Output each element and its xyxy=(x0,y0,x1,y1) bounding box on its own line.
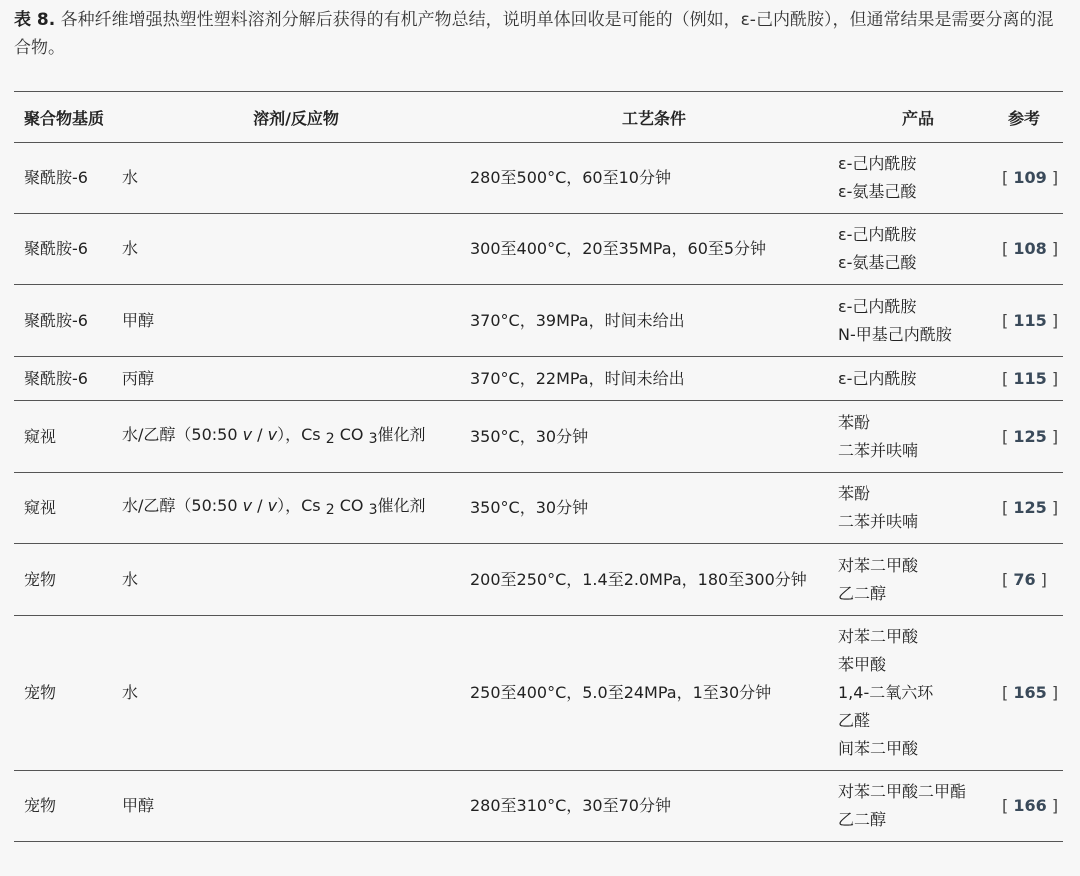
cell-products xyxy=(838,473,998,544)
table-row xyxy=(14,616,1063,771)
cell-products xyxy=(838,771,998,842)
cell-products xyxy=(838,544,998,616)
cell-conditions: 280至310°C，30至70分钟 xyxy=(470,771,838,842)
solvent-text: 甲醇 xyxy=(122,310,155,330)
results-table xyxy=(14,91,1063,842)
ref-close-bracket: ] xyxy=(1046,310,1059,330)
table-row xyxy=(14,771,1063,842)
header-solvent: 溶剂/反应物 xyxy=(122,92,470,143)
cell-matrix: 窥视 xyxy=(14,401,122,473)
ref-open-bracket: [ xyxy=(1002,796,1014,815)
ref-close-bracket: ] xyxy=(1046,683,1059,702)
cell-ref[interactable] xyxy=(998,214,1063,285)
ref-open-bracket: [ xyxy=(1002,310,1014,330)
ref-close-bracket: ] xyxy=(1046,796,1059,815)
solvent-part-prefix: 水/乙醇（50:50 xyxy=(122,496,243,515)
header-conditions: 工艺条件 xyxy=(470,92,838,143)
caption-text: 各种纤维增强热塑性塑料溶剂分解后获得的有机产物总结，说明单体回收是可能的（例如，ε-己内酰胺），但通常结果是需要分离的混合物。 xyxy=(14,10,1054,58)
solvent-text: 水 xyxy=(122,683,139,702)
product-item: 对苯二甲酸 xyxy=(838,555,919,575)
product-item: 苯酚 xyxy=(838,484,871,503)
cell-ref[interactable] xyxy=(998,285,1063,357)
solvent-text: 甲醇 xyxy=(122,796,155,815)
cell-solvent xyxy=(122,771,470,842)
cell-ref[interactable] xyxy=(998,771,1063,842)
cell-solvent xyxy=(122,544,470,616)
table-row xyxy=(14,357,1063,401)
solvent-text: 水 xyxy=(122,569,139,589)
product-item: 二苯并呋喃 xyxy=(838,512,919,531)
cell-matrix: 聚酰胺-6 xyxy=(14,143,122,214)
reference-link[interactable]: 165 xyxy=(1013,683,1047,702)
solvent-part-sub2: 3 xyxy=(368,502,378,518)
product-item: ε-己内酰胺 xyxy=(838,225,917,244)
cell-matrix: 窥视 xyxy=(14,473,122,544)
product-item: 乙二醇 xyxy=(838,583,887,603)
cell-ref[interactable] xyxy=(998,473,1063,544)
cell-ref[interactable] xyxy=(998,401,1063,473)
cell-solvent xyxy=(122,285,470,357)
solvent-part-co: CO xyxy=(334,496,369,515)
cell-ref[interactable] xyxy=(998,544,1063,616)
ref-close-bracket: ] xyxy=(1046,426,1059,446)
cell-conditions: 200至250°C，1.4至2.0MPa，180至300分钟 xyxy=(470,544,838,616)
cell-products xyxy=(838,143,998,214)
table-row xyxy=(14,544,1063,616)
ref-open-bracket: [ xyxy=(1002,168,1014,187)
solvent-part-v2: v xyxy=(267,496,278,515)
cell-matrix: 聚酰胺-6 xyxy=(14,214,122,285)
solvent-part-sub1: 2 xyxy=(325,430,335,447)
table-row xyxy=(14,285,1063,357)
cell-matrix: 宠物 xyxy=(14,544,122,616)
reference-link[interactable]: 115 xyxy=(1013,368,1047,388)
reference-link[interactable]: 76 xyxy=(1013,569,1036,589)
ref-open-bracket: [ xyxy=(1002,569,1014,589)
caption-label: 表 8. xyxy=(14,10,56,30)
product-item: ε-己内酰胺 xyxy=(838,368,917,388)
reference-link[interactable]: 109 xyxy=(1013,168,1047,187)
ref-close-bracket: ] xyxy=(1046,239,1059,258)
cell-ref[interactable] xyxy=(998,616,1063,771)
solvent-part-sub2: 3 xyxy=(368,430,378,447)
product-item: ε-氨基己酸 xyxy=(838,253,917,272)
solvent-part-sub1: 2 xyxy=(325,502,335,518)
ref-close-bracket: ] xyxy=(1046,168,1059,187)
solvent-part-slash: / xyxy=(252,424,268,444)
table-caption xyxy=(14,6,1070,62)
cell-conditions: 370°C，22MPa，时间未给出 xyxy=(470,357,838,401)
product-item: ε-氨基己酸 xyxy=(838,182,917,201)
cell-matrix: 聚酰胺-6 xyxy=(14,357,122,401)
solvent-part-mid: ），Cs xyxy=(277,424,326,444)
cell-solvent xyxy=(122,214,470,285)
solvent-part-mid: ），Cs xyxy=(277,496,326,515)
table-row xyxy=(14,473,1063,544)
solvent-text: 水 xyxy=(122,239,139,258)
cell-solvent xyxy=(122,357,470,401)
ref-open-bracket: [ xyxy=(1002,683,1014,702)
cell-products xyxy=(838,357,998,401)
product-item: N-甲基己内酰胺 xyxy=(838,324,952,344)
reference-link[interactable]: 108 xyxy=(1013,239,1047,258)
ref-close-bracket: ] xyxy=(1046,498,1059,517)
cell-solvent xyxy=(122,401,470,473)
cell-conditions: 280至500°C，60至10分钟 xyxy=(470,143,838,214)
cell-products xyxy=(838,214,998,285)
header-matrix: 聚合物基质 xyxy=(14,92,122,143)
table-row xyxy=(14,143,1063,214)
cell-matrix: 聚酰胺-6 xyxy=(14,285,122,357)
table-header-row xyxy=(14,92,1063,143)
product-item: 对苯二甲酸 xyxy=(838,627,919,646)
solvent-part-suffix: 催化剂 xyxy=(377,496,426,515)
solvent-part-prefix: 水/乙醇（50:50 xyxy=(122,424,243,444)
solvent-text: 水 xyxy=(122,168,139,187)
header-ref: 参考 xyxy=(998,92,1063,143)
cell-ref[interactable] xyxy=(998,143,1063,214)
solvent-part-v1: v xyxy=(242,424,253,444)
ref-open-bracket: [ xyxy=(1002,426,1014,446)
solvent-part-v2: v xyxy=(267,424,278,444)
ref-open-bracket: [ xyxy=(1002,239,1014,258)
product-item: 1,4-二氧六环 xyxy=(838,683,934,702)
product-item: 间苯二甲酸 xyxy=(838,739,919,758)
product-item: ε-己内酰胺 xyxy=(838,154,917,173)
ref-open-bracket: [ xyxy=(1002,368,1014,388)
header-products: 产品 xyxy=(838,92,998,143)
cell-products xyxy=(838,616,998,771)
ref-close-bracket: ] xyxy=(1035,569,1047,589)
cell-solvent xyxy=(122,616,470,771)
cell-matrix: 宠物 xyxy=(14,771,122,842)
table-row xyxy=(14,214,1063,285)
cell-ref[interactable] xyxy=(998,357,1063,401)
product-item: 二苯并呋喃 xyxy=(838,440,919,460)
cell-conditions: 350°C，30分钟 xyxy=(470,473,838,544)
product-item: 苯甲酸 xyxy=(838,655,887,674)
cell-products xyxy=(838,401,998,473)
ref-open-bracket: [ xyxy=(1002,498,1014,517)
reference-link[interactable]: 166 xyxy=(1013,796,1047,815)
reference-link[interactable]: 115 xyxy=(1013,310,1047,330)
reference-link[interactable]: 125 xyxy=(1013,426,1047,446)
cell-solvent xyxy=(122,473,470,544)
cell-conditions: 250至400°C，5.0至24MPa，1至30分钟 xyxy=(470,616,838,771)
solvent-part-v1: v xyxy=(242,496,253,515)
cell-solvent xyxy=(122,143,470,214)
product-item: 乙醛 xyxy=(838,711,871,730)
ref-close-bracket: ] xyxy=(1046,368,1059,388)
cell-products xyxy=(838,285,998,357)
product-item: 苯酚 xyxy=(838,412,871,432)
cell-conditions: 350°C，30分钟 xyxy=(470,401,838,473)
solvent-text: 丙醇 xyxy=(122,368,155,388)
solvent-part-slash: / xyxy=(252,496,268,515)
cell-matrix: 宠物 xyxy=(14,616,122,771)
reference-link[interactable]: 125 xyxy=(1013,498,1047,517)
table-row xyxy=(14,401,1063,473)
cell-conditions: 300至400°C，20至35MPa，60至5分钟 xyxy=(470,214,838,285)
cell-conditions: 370°C，39MPa，时间未给出 xyxy=(470,285,838,357)
solvent-part-suffix: 催化剂 xyxy=(377,424,426,444)
table-body xyxy=(14,143,1063,842)
solvent-part-co: CO xyxy=(334,424,369,444)
product-item: ε-己内酰胺 xyxy=(838,296,917,316)
product-item: 对苯二甲酸二甲酯 xyxy=(838,782,967,801)
product-item: 乙二醇 xyxy=(838,810,887,829)
